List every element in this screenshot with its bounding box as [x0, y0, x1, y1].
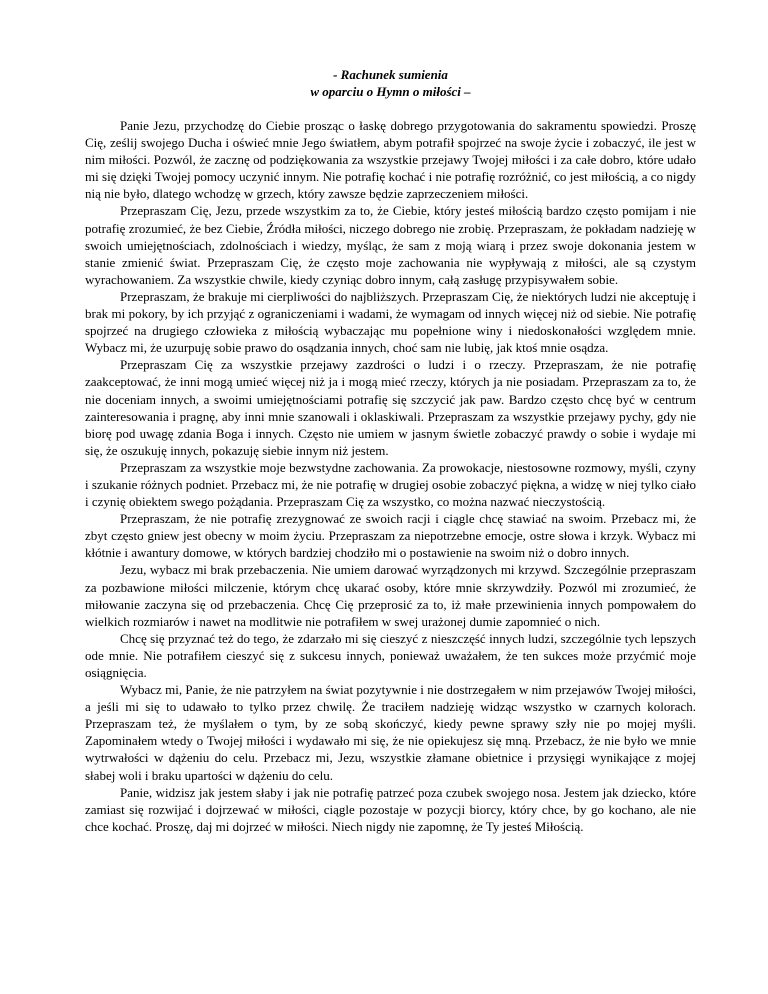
paragraph: Chcę się przyznać też do tego, że zdarzało mi się cieszyć z nieszczęść innych ludzi, szczególnie tych lepszych ode mnie. Nie potrafiłem cieszyć się z sukcesu innych, ponieważ uważałem, że ten sukces może przyćmić moje osiągnięcia. — [85, 630, 696, 680]
paragraph: Panie, widzisz jak jestem słaby i jak nie potrafię patrzeć poza czubek swojego nosa. Jestem jak dziecko, które zamiast się rozwijać i dojrzewać w miłości, ciągle pozostaje w pozycji biorcy, który chce, by go kochano, ale nie chce kochać. Proszę, daj mi dojrzeć w miłości. Niech nigdy nie zapomnę, że Ty jesteś Miłością. — [85, 784, 696, 834]
paragraph: Przepraszam, że brakuje mi cierpliwości do najbliższych. Przepraszam Cię, że niektórych ludzi nie akceptuję i brak mi pokory, by ich przyjąć z ograniczeniami i wadami, że wymagam od innych więcej niż od siebie. Nie potrafię spojrzeć na drugiego człowieka z miłością wybaczając mu popełnione winy i niedoskonałości względem mnie. Wybacz mi, że uzurpuję sobie prawo do osądzania innych, choć sam nie lubię, jak ktoś mnie osądza. — [85, 288, 696, 356]
paragraph: Jezu, wybacz mi brak przebaczenia. Nie umiem darować wyrządzonych mi krzywd. Szczególnie przepraszam za pozbawione miłości milczenie, którym chcę ukarać osoby, które mnie skrzywdziły. Pozwól mi zrozumieć, że miłowanie zaczyna się od przebaczenia. Chcę Cię przeprosić za to, iż małe przewinienia innych pompowałem do wielkich rozmiarów i nawet na modlitwie nie potrafiłem w swej urażonej dumie zapomnieć o nich. — [85, 562, 696, 629]
paragraph: Przepraszam za wszystkie moje bezwstydne zachowania. Za prowokacje, niestosowne rozmowy, myśli, czyny i szukanie różnych podniet. Przebacz mi, że nie potrafię w drugiej osobie zobaczyć piękna, a widzę w niej tylko ciało i czynię obiektem swego pożądania. Przepraszam Cię za wszystko, co można nazwać nieczystością. — [85, 459, 696, 510]
title-line-2: w oparciu o Hymn o miłości – — [310, 84, 471, 99]
paragraph: Przepraszam Cię, Jezu, przede wszystkim za to, że Ciebie, który jesteś miłością bardzo często pomijam i nie potrafię zrozumieć, że bez Ciebie, Źródła miłości, niczego dobrego nie zrobię. Przepraszam, że pokładam nadzieję w swoich umiejętnościach, zdolnościach i wiedzy, myśląc, że sam z moją wiarą i przez swoje dokonania jestem w stanie zmienić świat. Przepraszam Cię, że często moje zachowania nie wypływają z miłości, ale są czystym wyrachowaniem. Za wszystkie chwile, kiedy czyniąc dobro innym, całą zasługę przypisywałem sobie. — [85, 203, 696, 287]
paragraph: Panie Jezu, przychodzę do Ciebie prosząc o łaskę dobrego przygotowania do sakramentu spowiedzi. Proszę Cię, ześlij swojego Ducha i oświeć mnie Jego światłem, abym potrafił spojrzeć na swoje życie i zobaczyć, ile jest w nim miłości. Pozwól, że zacznę od podziękowania za wszystkie przejawy Twojej miłości i za całe dobro, które udało mi się dzięki Twojej pomocy uczynić innym. Nie potrafię kochać i nie potrafię rozróżnić, co jest miłością, a co nigdy nią nie było, dlatego wchodzę w grzech, który zawsze będzie zaprzeczeniem miłości. — [85, 118, 696, 202]
paragraph: Przepraszam, że nie potrafię zrezygnować ze swoich racji i ciągle chcę stawiać na swoim. Przebacz mi, że zbyt często gniew jest obecny w moim życiu. Przepraszam za niepotrzebne emocje, ostre słowa i krzyk. Wybacz mi kłótnie i awantury domowe, w których bardziej chodziło mi o postawienie na swoim niż o dobro innych. — [85, 511, 696, 561]
document-body — [85, 117, 696, 835]
document-page — [85, 66, 696, 835]
paragraph: Wybacz mi, Panie, że nie patrzyłem na świat pozytywnie i nie dostrzegałem w nim przejawów Twojej miłości, a jeśli mi się to udawało to tylko przez chwilę. Że traciłem nadzieję widząc wszystko w czarnych kolorach. Przepraszam też, że myślałem o tym, by ze sobą skończyć, kiedy pewne sprawy szły nie po mojej myśli. Zapominałem wtedy o Twojej miłości i wydawało mi się, że nie opiekujesz się mną. Przebacz, że nie było we mnie wytrwałości w dążeniu do celu. Przebacz mi, Jezu, wszystkie złamane obietnice i przysięgi wynikające z mojej słabej woli i braku upartości w dążeniu do celu. — [85, 682, 696, 783]
document-title — [85, 66, 696, 100]
title-line-1: - Rachunek sumienia — [333, 67, 448, 82]
paragraph: Przepraszam Cię za wszystkie przejawy zazdrości o ludzi i o rzeczy. Przepraszam, że nie potrafię zaakceptować, że inni mogą umieć więcej niż ja i mogą mieć rzeczy, których ja nie posiadam. Przepraszam za to, że nie doceniam innych, a swoimi umiejętnościami potrafię się szczycić jak paw. Bardzo często chcę być w centrum zainteresowania i pragnę, aby inni mnie szanowali i oklaskiwali. Przepraszam za wszystkie przejawy pychy, gdy nie biorę pod uwagę zdania Boga i innych. Często nie umiem w jasnym świetle zobaczyć prawdy o sobie i wydaje mi się, że oszukuję innych, pokazuję siebie innym niż jestem. — [85, 357, 696, 458]
